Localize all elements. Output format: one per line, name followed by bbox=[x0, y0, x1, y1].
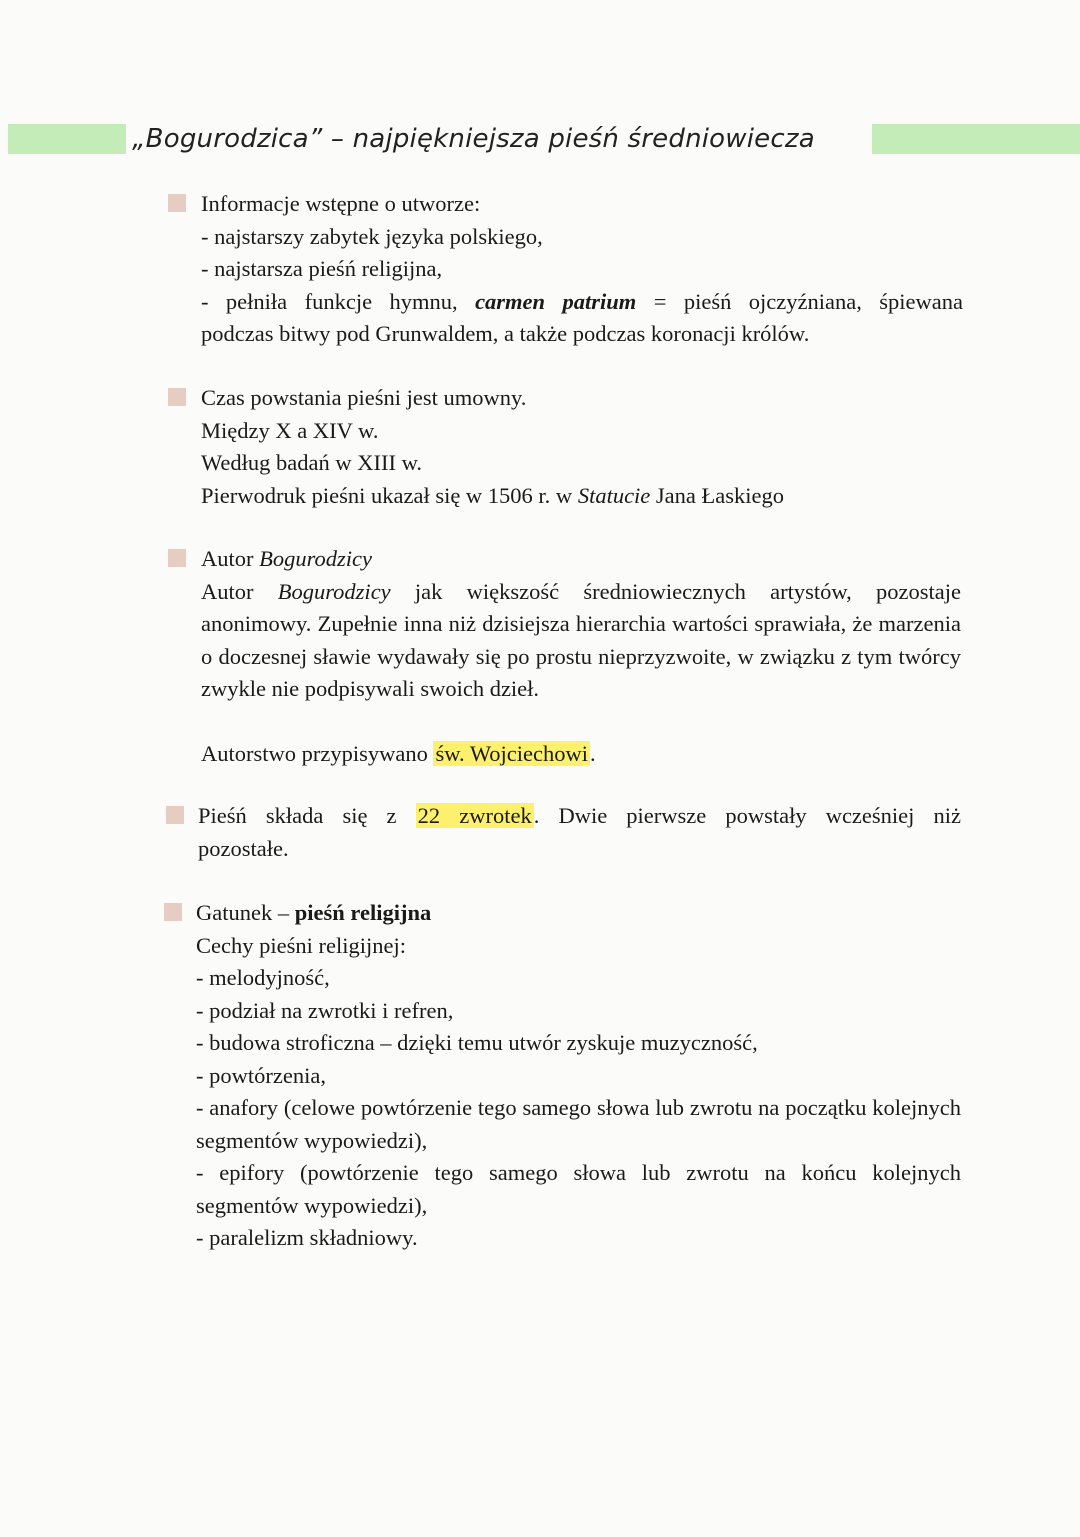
bullet-square-icon bbox=[168, 549, 186, 567]
list-item: - podział na zwrotki i refren, bbox=[196, 997, 454, 1023]
section-author bbox=[201, 543, 961, 770]
bullet-square-icon bbox=[164, 903, 182, 921]
list-item: - melodyjność, bbox=[196, 965, 330, 990]
section-intro-info bbox=[201, 188, 963, 351]
section-heading: Informacje wstępne o utworze: bbox=[201, 191, 481, 216]
term-carmen-patrium: carmen patrium bbox=[475, 288, 637, 314]
title-quote: „Bogurodzica” bbox=[132, 124, 323, 154]
page-title bbox=[132, 124, 815, 154]
paragraph-line: Pieśń składa się z 22 zwrotek. Dwie pierwsze powstały wcześniej niż bbox=[198, 803, 961, 828]
list-item: - epifory (powtórzenie tego samego słowa lub zwrotu na końcu kolejnych segmentów wypowiedzi), bbox=[196, 1160, 961, 1218]
paragraph-line: Pierwodruk pieśni ukazał się w 1506 r. w Statucie Jana Łaskiego bbox=[201, 482, 785, 508]
list-item: - najstarsza pieśń religijna, bbox=[201, 256, 443, 281]
title-highlight-left bbox=[8, 124, 126, 154]
section-heading: Autor Bogurodzicy bbox=[201, 546, 373, 571]
list-item-continuation: podczas bitwy pod Grunwaldem, a także podczas koronacji królów. bbox=[201, 321, 810, 346]
title-highlight-right bbox=[872, 124, 1080, 154]
paragraph-line: Według badań w XIII w. bbox=[201, 450, 423, 475]
list-item: - budowa stroficzna – dzięki temu utwór zyskuje muzyczność, bbox=[196, 1030, 758, 1055]
list-item: - powtórzenia, bbox=[196, 1062, 326, 1088]
section-date bbox=[201, 382, 963, 512]
bullet-square-icon bbox=[168, 194, 186, 212]
bullet-square-icon bbox=[168, 388, 186, 406]
list-item-hymn: - pełniła funkcje hymnu, carmen patrium = pieśń ojczyźniana, śpiewana bbox=[201, 288, 963, 314]
list-item: - paralelizm składniowy. bbox=[196, 1225, 418, 1250]
title-rest: – najpiękniejsza pieśń średniowiecza bbox=[322, 124, 815, 154]
attribution-line: Autorstwo przypisywano św. Wojciechowi. bbox=[201, 740, 596, 766]
title-statut: Statucie bbox=[577, 482, 651, 508]
section-genre bbox=[196, 897, 961, 1255]
section-heading: Gatunek – pieśń religijna bbox=[196, 900, 432, 925]
paragraph-line: Między X a XIV w. bbox=[201, 417, 379, 443]
author-paragraph: Autor Bogurodzicy jak większość średniowiecznych artystów, pozostaje anonimowy. Zupełnie inna niż dzisiejsza hierarchia wartości sprawiała, że marzenia o doczesnej sławie wydawały się po prostu nieprzyzwoite, w związku z tym twórcy zwykle nie podpisywali swoich dzieł. bbox=[201, 578, 961, 701]
bullet-square-icon bbox=[166, 806, 184, 824]
list-heading: Cechy pieśni religijnej: bbox=[196, 932, 406, 958]
list-item: - anafory (celowe powtórzenie tego samego słowa lub zwrotu na początku kolejnych segmentów wypowiedzi), bbox=[196, 1095, 961, 1153]
paragraph-line: Czas powstania pieśni jest umowny. bbox=[201, 385, 527, 410]
highlight-wojciech: św. Wojciechowi bbox=[435, 740, 589, 766]
list-item: - najstarszy zabytek języka polskiego, bbox=[201, 223, 543, 249]
section-structure bbox=[198, 800, 961, 865]
highlight-22-zwrotek: 22 zwrotek bbox=[417, 803, 532, 828]
paragraph-line: pozostałe. bbox=[198, 835, 289, 861]
